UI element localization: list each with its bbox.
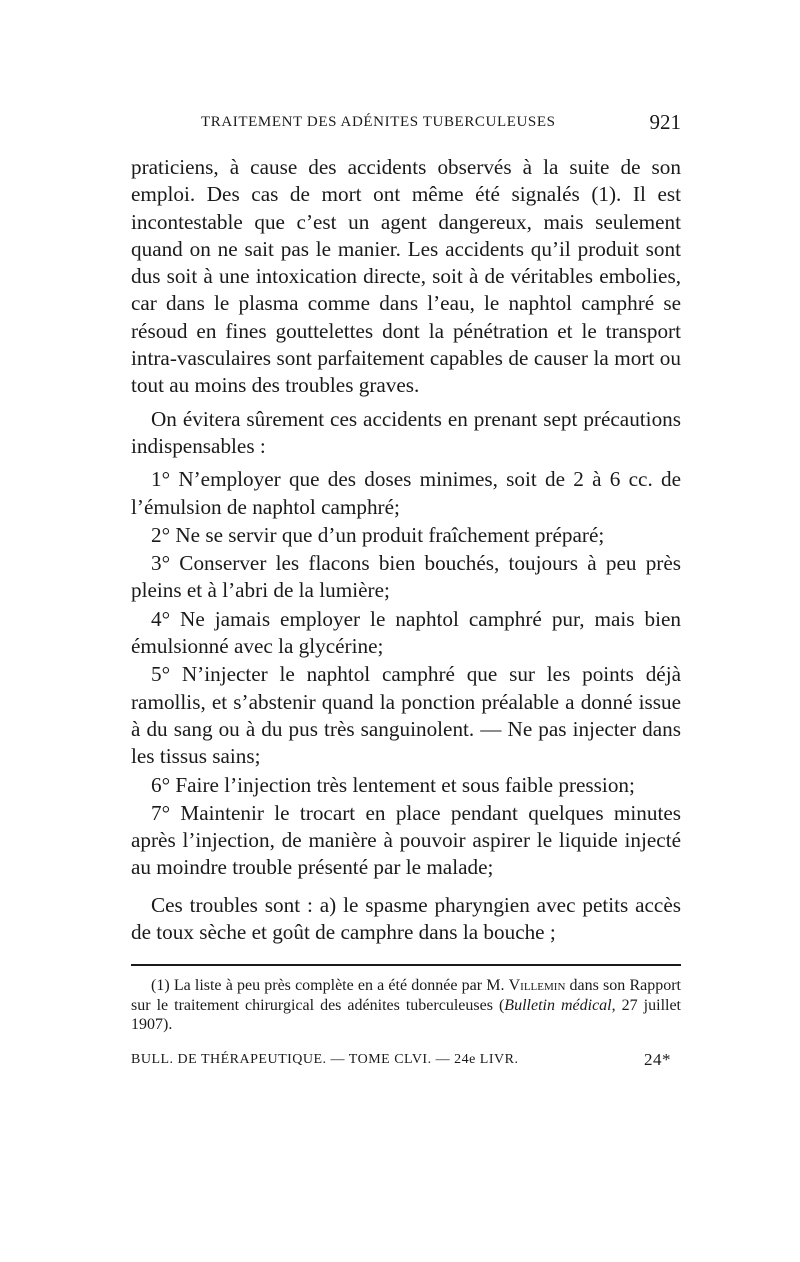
list-item: 2° Ne se servir que d’un produit fraîchement préparé; xyxy=(151,522,605,547)
list-item: 4° Ne jamais employer le naphtol camphré pur, mais bien émulsionné avec la glycérine; xyxy=(131,606,681,659)
footnote-text: , 27 juillet 1907). xyxy=(131,996,681,1034)
list-item: 5° N’injecter le naphtol camphré que sur les points déjà ramollis, et s’abstenir quand la ponction préalable a donné issue à du sang ou à du pus très sanguinolent. — Ne pas injecter dans les tissus sains; xyxy=(131,662,681,769)
book-page xyxy=(131,110,681,1072)
printer-signature: BULL. DE THÉRAPEUTIQUE. — TOME CLVI. — 24e LIVR. xyxy=(131,1051,519,1067)
footnote-journal: Bulletin médical xyxy=(504,996,612,1014)
signature-mark: 24* xyxy=(644,1049,671,1069)
paragraph: praticiens, à cause des accidents observés à la suite de son emploi. Des cas de mort ont même été signalés (1). Il est incontestable que c’est un agent dangereux, mais seulement quand on ne sait pas le manier. Les accidents qu’il produit sont dus soit à une intoxication directe, soit à de véritables embolies, car dans le plasma comme dans l’eau, le naphtol camphré se résoud en fines gouttelettes dont la pénétration et le transport intra-vasculaires sont parfaitement capables de causer la mort ou tout au moins des troubles graves. xyxy=(131,155,681,398)
footnote xyxy=(131,976,681,1035)
paragraph: Ces troubles sont : a) le spasme pharyngien avec petits accès de toux sèche et goût de camphre dans la bouche ; xyxy=(131,892,681,945)
list-item: 7° Maintenir le trocart en place pendant quelques minutes après l’injection, de manière à pouvoir aspirer le liquide injecté au moindre trouble présenté par le malade; xyxy=(131,800,681,880)
running-title: TRAITEMENT DES ADÉNITES TUBERCULEUSES xyxy=(201,114,556,130)
list-item: 6° Faire l’injection très lentement et sous faible pression; xyxy=(151,772,635,797)
list-item: 1° N’employer que des doses minimes, soit de 2 à 6 cc. de l’émulsion de naphtol camphré; xyxy=(131,467,681,519)
main-text xyxy=(131,154,681,946)
footnote-rule xyxy=(131,964,681,966)
paragraph: On évitera sûrement ces accidents en prenant sept précautions indispensables : xyxy=(131,406,681,458)
footnote-text: dans son Rapport sur le traitement chirurgical des adénites tuberculeuses ( xyxy=(131,977,682,1014)
signature-line xyxy=(131,1050,681,1072)
list-item: 3° Conserver les flacons bien bouchés, toujours à peu près pleins et à l’abri de la lumière; xyxy=(131,551,681,603)
footnote-author: Villemin xyxy=(508,977,566,995)
page-number: 921 xyxy=(649,110,681,134)
footnote-text: (1) La liste à peu près complète en a été donnée par M. xyxy=(151,977,509,995)
running-header xyxy=(131,110,681,140)
